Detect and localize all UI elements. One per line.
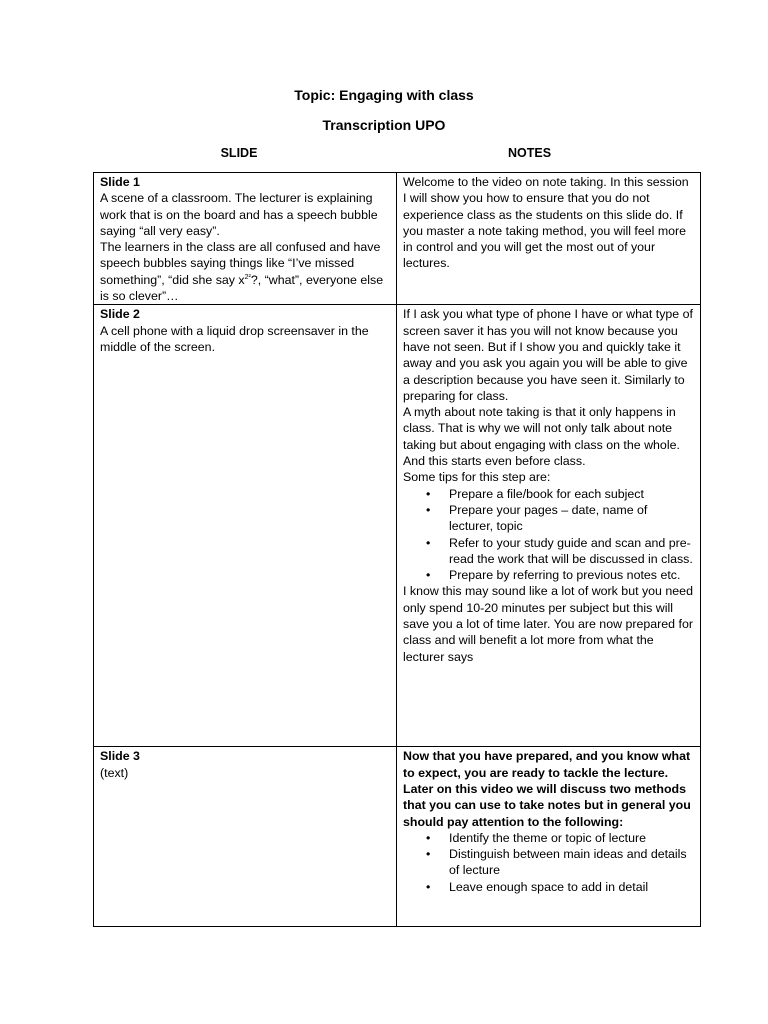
slide-description-text: ?, “what”, everyone else is so clever”… bbox=[100, 272, 384, 304]
slide-cell bbox=[94, 305, 397, 747]
slide-description-text: The learners in the class are all confused and have speech bubbles saying things like “I’ve missed something”, “did she say x bbox=[100, 240, 381, 287]
notes-paragraph: A myth about note taking is that it only happens in class. That is why we will not only talk about note taking but about engaging with class on the whole. And this starts even before class. bbox=[403, 405, 680, 469]
list-item: • Prepare a file/book for each subject bbox=[449, 486, 694, 502]
attention-list bbox=[403, 830, 694, 895]
list-item: • Identify the theme or topic of lecture bbox=[449, 830, 694, 846]
superscript: 2² bbox=[244, 273, 251, 281]
list-item: • Prepare your pages – date, name of lecturer, topic bbox=[449, 502, 694, 535]
notes-cell bbox=[397, 173, 701, 305]
list-item: • Refer to your study guide and scan and pre-read the work that will be discussed in class. bbox=[449, 535, 694, 568]
notes-paragraph: I know this may sound like a lot of work but you need only spend 10-20 minutes per subject but this will save you a lot of time later. You are now prepared for class and will benefit a lot more from what the lecturer says bbox=[403, 584, 693, 664]
notes-cell bbox=[397, 305, 701, 747]
notes-paragraph: Welcome to the video on note taking. In this session I will show you how to ensure that you do not experience class as the students on this slide do. If you master a note taking method, you will feel more in control and you will get the most out of your lectures. bbox=[403, 175, 689, 271]
table-row bbox=[94, 747, 701, 927]
document-subtitle: Transcription UPO bbox=[322, 117, 446, 133]
slide-description bbox=[100, 239, 390, 304]
tips-list bbox=[403, 486, 694, 584]
slide-description: A cell phone with a liquid drop screensaver in the middle of the screen. bbox=[100, 323, 369, 354]
slide-title: Slide 2 bbox=[100, 307, 140, 322]
transcript-table bbox=[93, 172, 701, 927]
slide-cell bbox=[94, 747, 397, 927]
column-heading-slide: SLIDE bbox=[220, 146, 258, 160]
document-topic: Topic: Engaging with class bbox=[294, 87, 474, 103]
notes-paragraph: If I ask you what type of phone I have or what type of screen saver it has you will not know because you have not seen. But if I show you and quickly take it away and you ask you again you will be able to give a description because you have seen it. Similarly to preparing for class. bbox=[403, 307, 693, 403]
slide-cell bbox=[94, 173, 397, 305]
list-item: • Leave enough space to add in detail bbox=[449, 879, 694, 895]
list-item: • Prepare by referring to previous notes etc. bbox=[449, 567, 694, 583]
slide-title: Slide 1 bbox=[100, 175, 140, 189]
notes-paragraph: Some tips for this step are: bbox=[403, 470, 551, 485]
notes-paragraph: Now that you have prepared, and you know what to expect, you are ready to tackle the lecture. bbox=[403, 749, 691, 780]
notes-paragraph: Later on this video we will discuss two methods that you can use to take notes but in general you should pay attention to the following: bbox=[403, 781, 691, 829]
list-item: • Distinguish between main ideas and details of lecture bbox=[449, 846, 694, 879]
slide-description: A scene of a classroom. The lecturer is explaining work that is on the board and has a speech bubble saying “all very easy”. bbox=[100, 191, 378, 238]
slide-title: Slide 3 bbox=[100, 749, 140, 764]
table-row bbox=[94, 305, 701, 747]
slide-description: (text) bbox=[100, 765, 129, 780]
table-row bbox=[94, 173, 701, 305]
column-heading-notes: NOTES bbox=[507, 146, 552, 160]
notes-cell bbox=[397, 747, 701, 927]
